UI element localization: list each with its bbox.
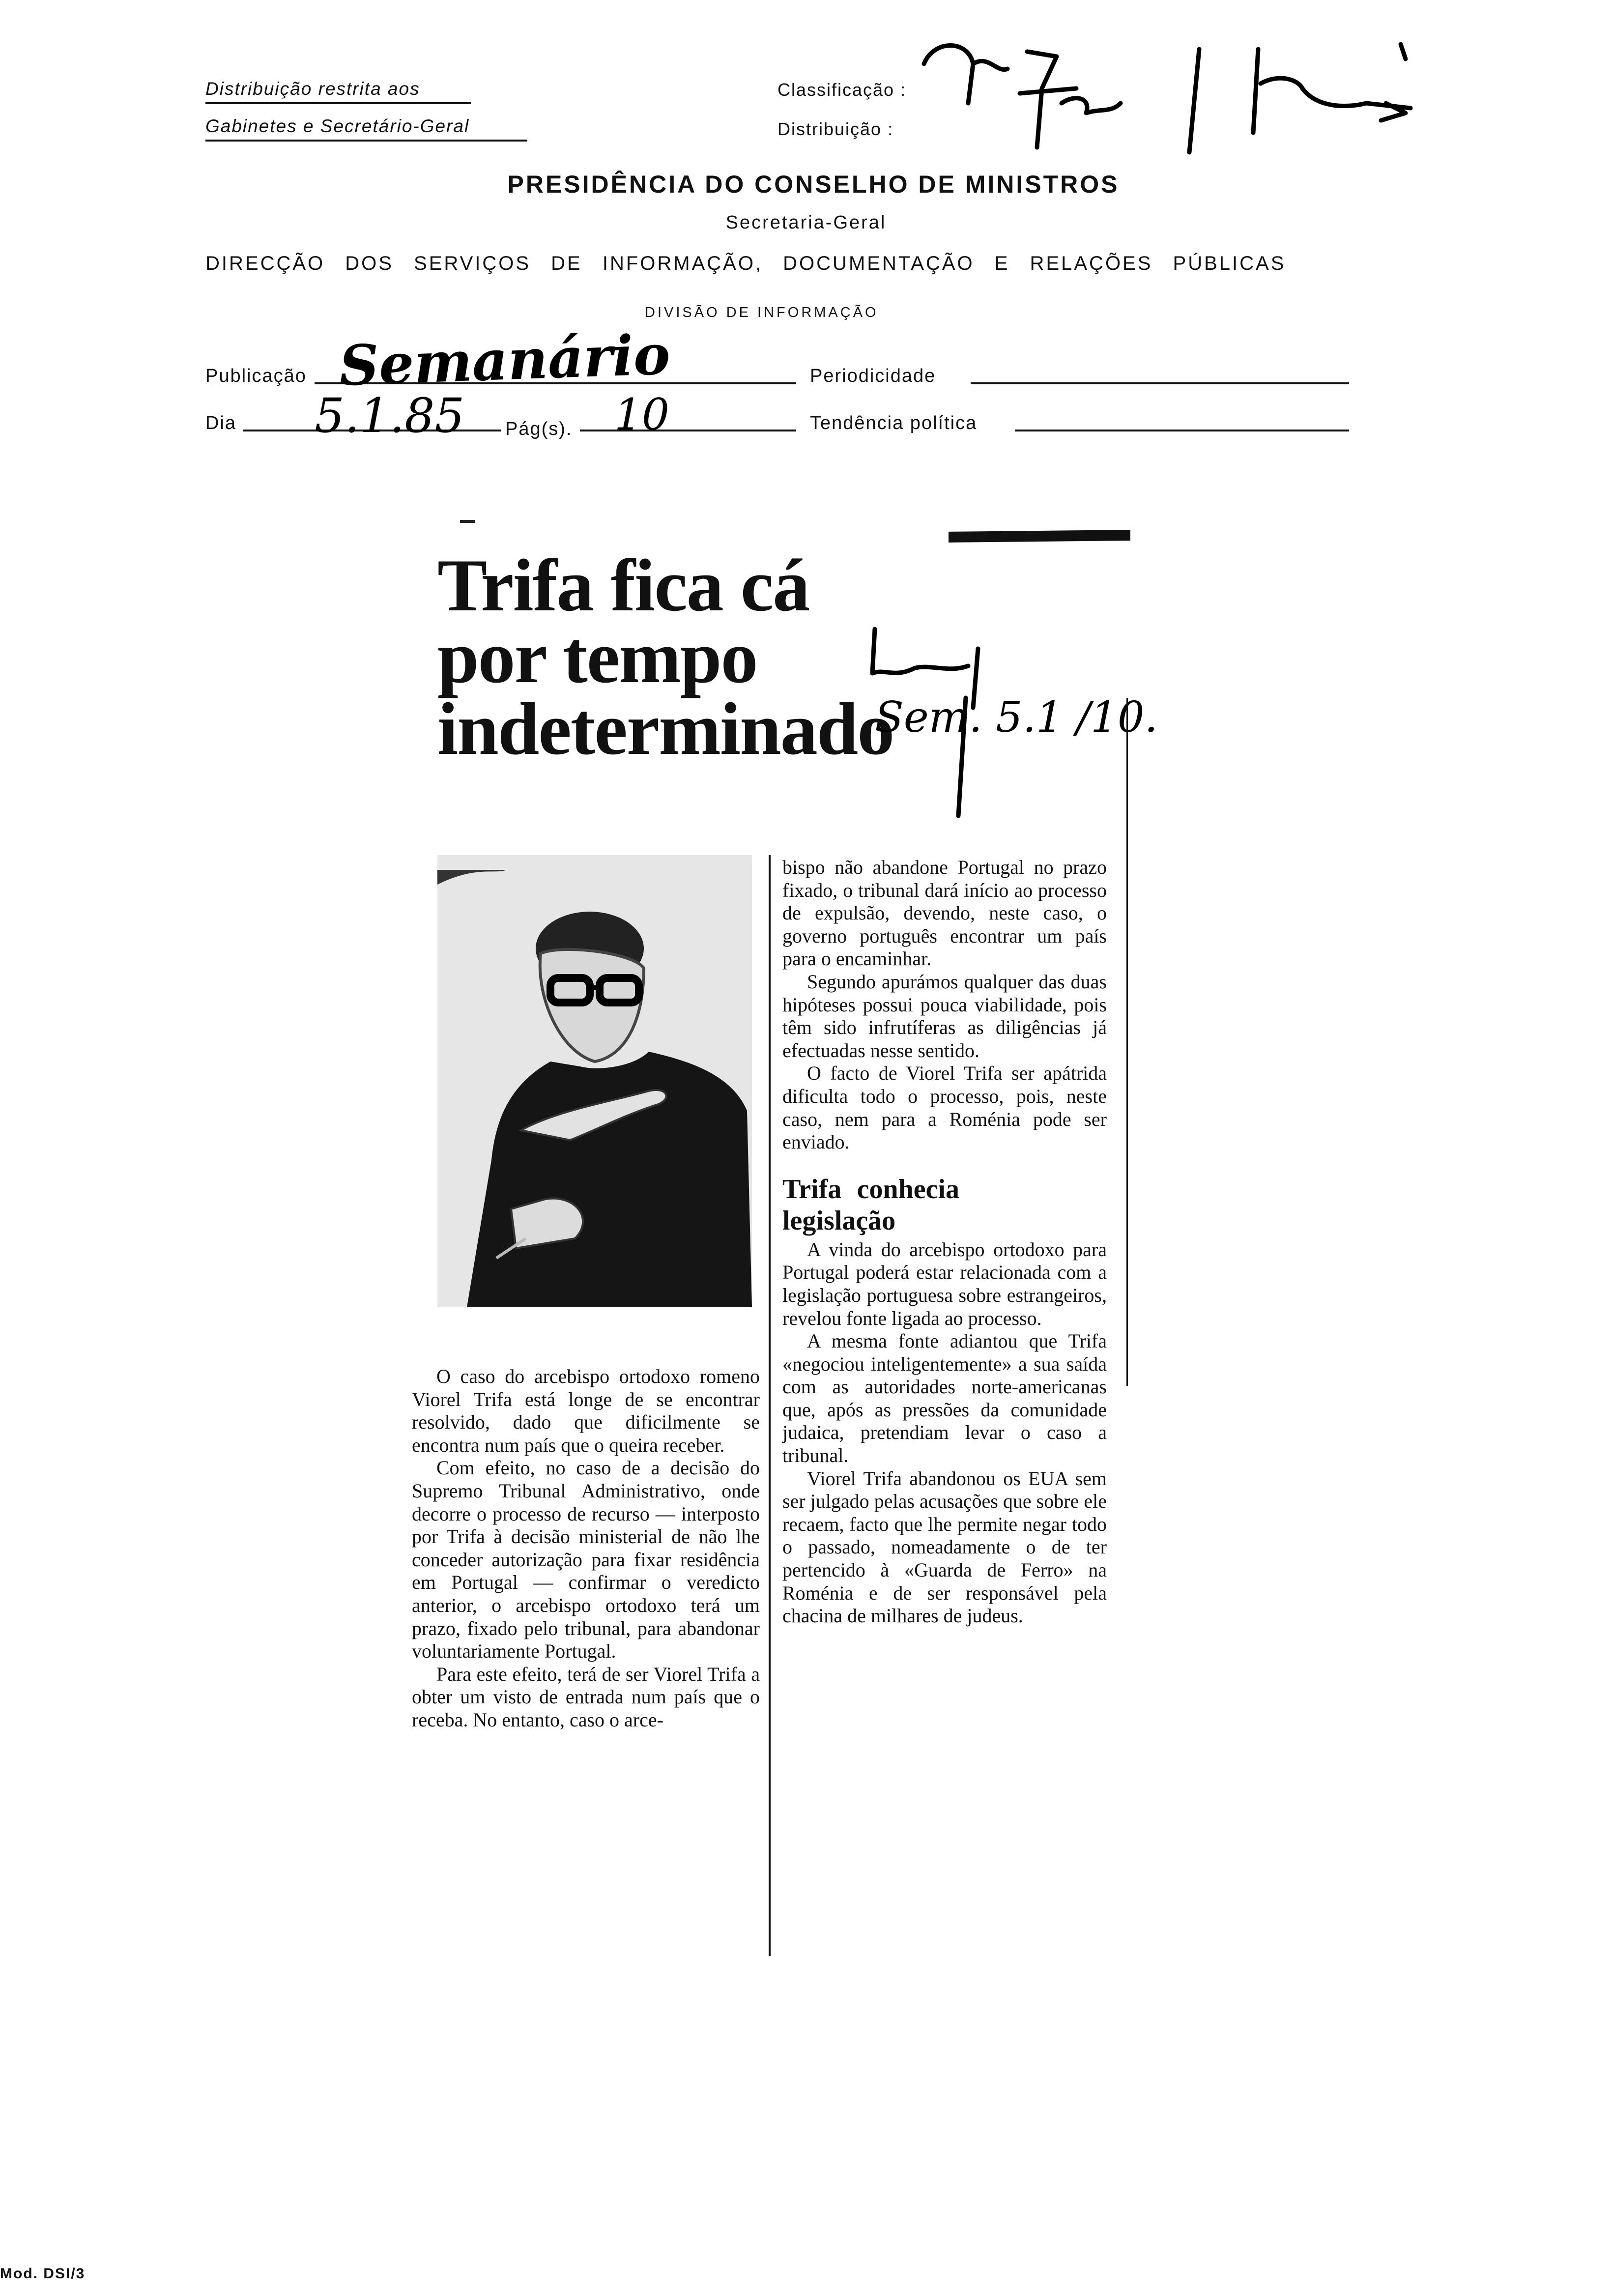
col2-paragraph: bispo não abandone Portugal no prazo fixado, o tribunal dará início ao processo de expulsão, devendo, neste caso, o governo português encontrar um país para o encaminhar. [782, 856, 1107, 970]
publication-value: Semanário [338, 322, 671, 399]
publication-label: Publicação [205, 366, 307, 386]
form-code: Mod. DSI/3 [0, 2266, 86, 2282]
col2-paragraph: Segundo apurámos qualquer das duas hipóteses possui pouca viabilidade, pois têm sido infrutíferas as diligências já efectuadas nesse sentido. [782, 970, 1107, 1062]
restriction-line-1: Distribuição restrita aos [205, 79, 420, 99]
col2-paragraph: A mesma fonte adiantou que Trifa «negociou inteligentemente» a sua saída com as autoridades norte-americanas que, após as pressões da comunidade judaica, pretendiam levar o caso a tribunal. [782, 1330, 1107, 1467]
clip-mark [460, 520, 475, 523]
pages-label: Pág(s). [505, 419, 573, 439]
clipping-right-edge [1126, 698, 1128, 1386]
directorate-line: DIRECÇÃO DOS SERVIÇOS DE INFORMAÇÃO, DOCUMENTAÇÃO E RELAÇÕES PÚBLICAS [205, 253, 1286, 274]
political-tendency-label: Tendência política [810, 413, 978, 433]
col1-paragraph: O caso do arcebispo ortodoxo romeno Viorel Trifa está longe de se encontrar resolvido, dado que dificilmente se encontra num país que o queira receber. [412, 1365, 760, 1456]
article-column-2 [782, 856, 1107, 1628]
column-divider [769, 855, 771, 1956]
distribution-label: Distribuição : [777, 119, 894, 139]
article-headline-line-1: Trifa fica cá [437, 544, 809, 627]
handwritten-classification [914, 29, 1445, 157]
pages-value: 10 [614, 389, 669, 440]
periodicity-line [971, 382, 1349, 384]
presidency-title: PRESIDÊNCIA DO CONSELHO DE MINISTROS [507, 171, 1120, 198]
col2-paragraph: O facto de Viorel Trifa ser apátrida dificulta todo o processo, pois, neste caso, nem para a Roménia pode ser enviado. [782, 1062, 1107, 1153]
col2-paragraph: A vinda do arcebispo ortodoxo para Portugal poderá estar relacionada com a legislação portuguesa sobre estrangeiros, revelou fonte ligada ao processo. [782, 1238, 1107, 1329]
pages-line [580, 430, 796, 431]
article-subhead: Trifa conhecia legislação [782, 1174, 959, 1236]
day-value: 5.1.85 [315, 388, 465, 443]
classification-label: Classificação : [777, 80, 907, 100]
article-photo [437, 855, 752, 1307]
day-label: Dia [205, 413, 237, 433]
periodicity-label: Periodicidade [810, 366, 936, 386]
restriction-underline [205, 102, 471, 104]
restriction-line-2: Gabinetes e Secretário-Geral [205, 116, 470, 136]
col1-paragraph: Com efeito, no caso de a decisão do Supremo Tribunal Administrativo, onde decorre o processo de recurso — interposto por Trifa à decisão ministerial de não lhe conceder autorização para fixar residência em Portugal — confirmar o veredicto anterior, o arcebispo ortodoxo terá um prazo, fixado pelo tribunal, para abandonar voluntariamente Portugal. [412, 1457, 760, 1663]
col1-paragraph: Para este efeito, terá de ser Viorel Trifa a obter um visto de entrada num país que o receba. No entanto, caso o arce- [412, 1663, 760, 1731]
restriction-underline-2 [205, 140, 527, 142]
headline-top-rule [949, 530, 1130, 543]
secretariat-subtitle: Secretaria-Geral [725, 212, 887, 233]
col2-paragraph: Viorel Trifa abandonou os EUA sem ser julgado pelas acusações que sobre ele recaem, facto que lhe permite negar todo o passado, nomeadamente o de ter pertencido à «Guarda de Ferro» na Roménia e de ser responsável pela chacina de milhares de judeus. [782, 1467, 1107, 1627]
political-tendency-line [1015, 430, 1349, 431]
clipping-annotation: Sem. 5.1 /10. [875, 693, 1158, 742]
division-line: DIVISÃO DE INFORMAÇÃO [645, 305, 879, 320]
article-headline-line-2: por tempo [437, 616, 757, 698]
article-column-1 [412, 1365, 760, 1732]
article-headline-line-3: indeterminado [437, 688, 894, 770]
